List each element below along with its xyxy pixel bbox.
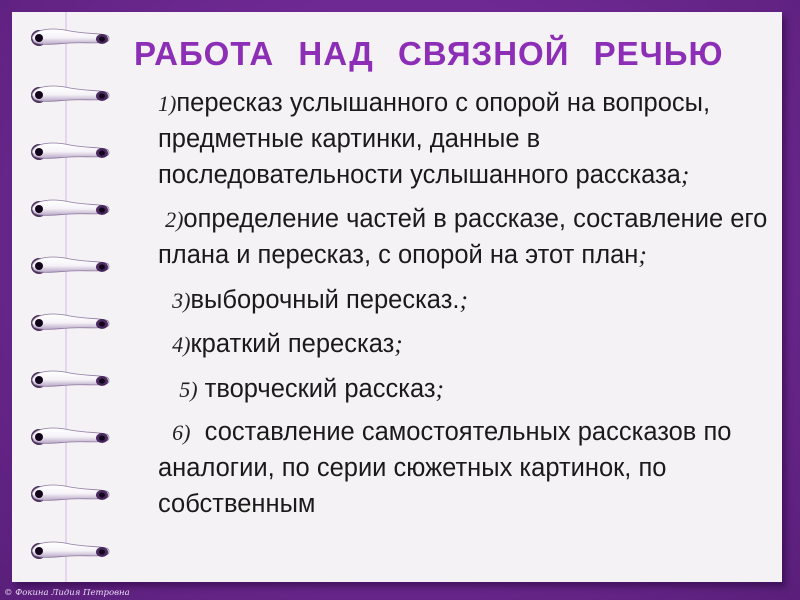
item-number: 3) (172, 287, 191, 313)
item-number: 6) (172, 420, 191, 445)
slide-title: РАБОТА НАД СВЯЗНОЙ РЕЧЬЮ (134, 35, 724, 72)
item-number: 5) (179, 376, 198, 402)
spiral-ring-icon (26, 536, 116, 566)
spiral-ring-icon (26, 422, 116, 452)
item-text: определение частей в рассказе, составление его плана и пересказ, с опорой на этот план (158, 204, 768, 269)
spiral-ring-icon (26, 308, 116, 338)
item-text: творческий рассказ (197, 374, 436, 403)
spiral-ring-icon (26, 137, 116, 167)
list-item: 5) творческий рассказ; (179, 373, 445, 403)
item-number: 1) (158, 91, 177, 116)
spiral-ring-icon (26, 194, 116, 224)
spiral-ring-icon (26, 251, 116, 281)
list-item: 1)пересказ услышанного с опорой на вопросы, предметные картинки, данные в последовательности услышанного рассказа; (158, 89, 711, 189)
list-item: 2)определение частей в рассказе, составление его плана и пересказ, с опорой на этот план; (158, 204, 768, 269)
copyright-credit: © Фокина Лидия Петровна (4, 588, 130, 598)
list-item: 3)выборочный пересказ.; (172, 284, 468, 314)
spiral-ring-icon (26, 479, 116, 509)
item-text: выборочный пересказ. (190, 285, 460, 314)
spiral-ring-icon (26, 80, 116, 110)
list-item (158, 415, 770, 523)
list-content (158, 86, 770, 584)
spiral-ring-icon (26, 23, 116, 53)
item-number: 4) (172, 332, 191, 357)
spiral-ring-icon (26, 365, 116, 395)
item-text: составление самостоятельных рассказов по аналогии, по серии сюжетных картинок, по собственным (158, 418, 739, 518)
list-item: 4)краткий пересказ; (172, 329, 403, 358)
item-text: краткий пересказ (190, 330, 395, 358)
item-text: пересказ услышанного с опорой на вопросы, предметные картинки, данные в последовательности услышанного рассказа (158, 89, 711, 189)
spiral-binding (26, 0, 116, 600)
item-number: 2) (165, 206, 184, 232)
